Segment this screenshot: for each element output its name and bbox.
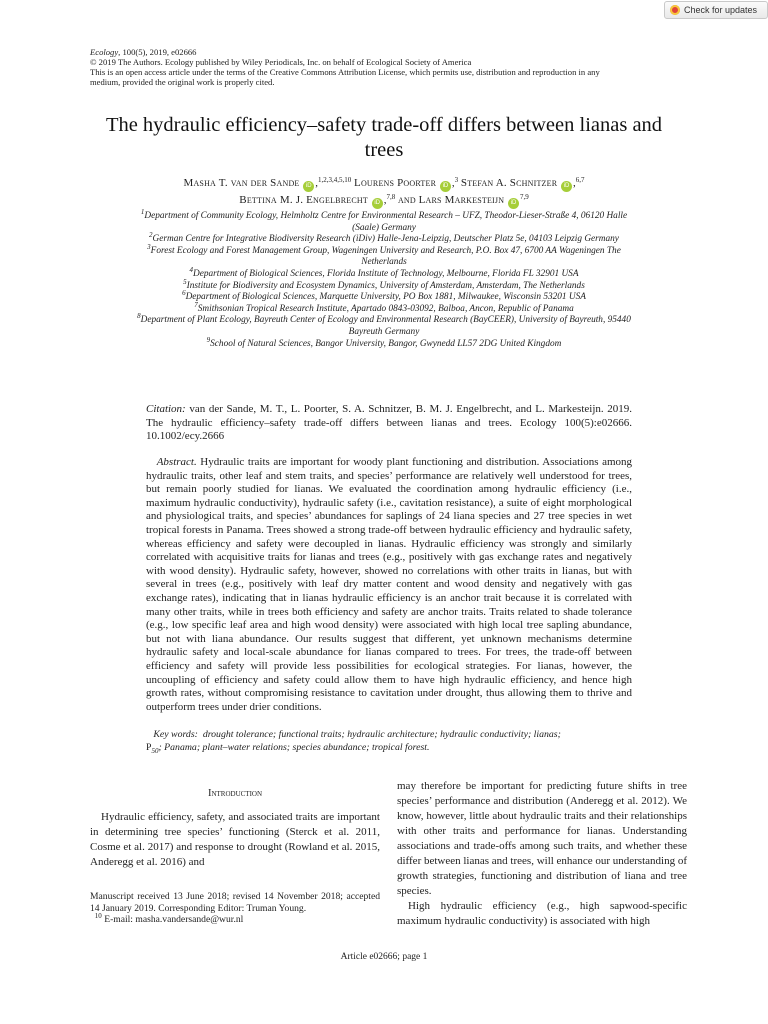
intro-paragraph: Hydraulic efficiency, safety, and associated traits are important in determining tree species’ functioning (Sterck et al. 2011, Cosme et al. 2017) and response to drought (Rowland et al. 2015, Anderegg et al. 2016) and <box>90 811 380 868</box>
affiliations <box>60 208 708 350</box>
affiliation: $^2$German Centre for Integrative Biodiversity Research (iDiv) Halle-Jena-Leipzig, Deutscher Platz 5e, 04103 Leipzig Germany <box>149 231 619 245</box>
section-heading: Introduction <box>207 788 263 799</box>
affiliation: $^3$Forest Ecology and Forest Management Group, Wageningen University and Research, P.O. Box 47, 6700 AA Wageningen The <box>147 242 621 256</box>
citation-label: Citation: <box>146 403 186 415</box>
affiliation: $^4$Department of Biological Sciences, Florida Institute of Technology, Melbourne, Florida FL 32901 USA <box>189 265 579 279</box>
author-name: Bettina M. J. Engelbrecht <box>239 194 368 206</box>
column-left <box>90 786 380 870</box>
author-name: Stefan A. Schnitzer <box>460 177 558 189</box>
author-name: Lars Markesteijn <box>418 194 505 206</box>
check-for-updates-button[interactable] <box>664 1 768 19</box>
affiliation: $^5$Institute for Biodiversity and Ecosystem Dynamics, University of Amsterdam, Amsterdam, The Netherlands <box>183 277 585 291</box>
author-email: $^{10}$ E-mail: masha.vandersande@wur.nl <box>94 912 244 926</box>
footnote <box>90 891 380 926</box>
intro-paragraph-continued: may therefore be important for predicting future shifts in tree species’ performance and distribution (Anderegg et al. 2012). We know, however, little about hydraulic traits and their relationships with other traits and performance for lianas. Understanding associations and trade-offs among such traits, and whether these differ between lianas and trees, will enhance our understanding of growth strategies, functioning and distribution of liana and tree species. <box>397 780 687 897</box>
copyright-line: © 2019 The Authors. Ecology published by Wiley Periodicals, Inc. on behalf of Ecological Society of America <box>90 57 472 67</box>
author-name: Masha T. van der Sande <box>183 177 300 189</box>
orcid-icon[interactable]: iD <box>372 198 383 209</box>
authors-line-2: Bettina M. J. Engelbrecht iD ,$^{7,8}$ and Lars Markesteijn iD$^{7,9}$ <box>60 192 708 209</box>
title-line-2: trees <box>364 139 404 161</box>
orcid-icon[interactable]: iD <box>508 198 519 209</box>
author-name: Lourens Poorter <box>354 177 437 189</box>
article-title <box>60 113 708 163</box>
crossmark-icon <box>670 5 680 15</box>
affiliation: Bayreuth Germany <box>348 326 420 337</box>
license-line-2: medium, provided the original work is properly cited. <box>90 77 275 87</box>
keywords-label: Key words: <box>153 729 198 740</box>
manuscript-history: Manuscript received 13 June 2018; revised 14 November 2018; accepted 14 January 2019. Corresponding Editor: Truman Young. <box>90 891 380 914</box>
affiliation: $^8$Department of Plant Ecology, Bayreuth Center of Ecology and Environmental Research (BayCEER), University of Bayreuth, 95440 <box>137 312 631 326</box>
orcid-icon[interactable]: iD <box>561 181 572 192</box>
journal-citation: Ecology, 100(5), 2019, e02666 <box>90 47 197 57</box>
abstract-label: Abstract. <box>156 456 197 468</box>
author-list <box>60 175 708 209</box>
license-line: This is an open access article under the terms of the Creative Commons Attribution License, which permits use, distribution and reproduction in any <box>90 67 600 77</box>
affiliation: Netherlands <box>361 257 407 268</box>
title-line-1: The hydraulic efficiency–safety trade-off differs between lianas and <box>105 114 663 136</box>
check-for-updates-label: Check for updates <box>684 5 758 15</box>
orcid-icon[interactable]: iD <box>303 181 314 192</box>
authors-line-1: Masha T. van der Sande iD ,$^{1,2,3,4,5,10}$ Lourens Poorter iD ,$^3$ Stefan A. Schnitzer iD ,$^{6,7}$ <box>60 175 708 192</box>
citation-block <box>146 403 632 444</box>
affiliation: $^7$Smithsonian Tropical Research Institute, Apartado 0843-03092, Balboa, Ancon, Republic of Panama <box>194 300 574 314</box>
page-number: Article e02666; page 1 <box>340 952 428 962</box>
affiliation: (Saale) Germany <box>352 222 416 233</box>
intro-paragraph-2: High hydraulic efficiency (e.g., high sapwood-specific maximum hydraulic conductivity) is associated with high <box>397 900 687 927</box>
column-right <box>397 779 687 929</box>
abstract-block <box>146 456 632 714</box>
citation-text: van der Sande, M. T., L. Poorter, S. A. Schnitzer, B. M. J. Engelbrecht, and L. Markesteijn. 2019. The hydraulic efficiency–safety trade-off differs between lianas and trees. Ecology 100(5):e02666. 10.1002/ecy.2666 <box>146 403 632 443</box>
orcid-icon[interactable]: iD <box>440 181 451 192</box>
keywords-block: Key words: drought tolerance; functional traits; hydraulic architecture; hydraulic conductivity; lianas; $P_{50}$; Panama; plant–water relations; species abundance; tropical forest. <box>146 729 561 755</box>
abstract-text: Hydraulic traits are important for woody plant functioning and distribution. Associations among hydraulic traits, other leaf and stem traits, and species’ performance are relatively well understood for trees, but remain poorly studied for lianas. We evaluated the coordination among hydraulic efficiency (i.e., maximum hydraulic conductivity), hydraulic safety (i.e., cavitation resistance), a suite of eight morphological and physiological traits, and species’ abundances for saplings of 24 liana species and 27 tree species in wet tropical forests in Panama. Trees showed a strong trade-off between hydraulic efficiency and hydraulic safety, whereas efficiency and safety were decoupled in lianas. Hydraulic efficiency was strongly and similarly correlated with acquisitive traits for lianas and trees (e.g., positively with gas exchange rates and negatively with wood density). Hydraulic safety, however, showed no correlations with other traits in lianas, but with several in trees (e.g., positively with leaf dry matter content and wood density and negatively with gas exchange rates), indicating that in lianas hydraulic efficiency is an anchor trait because it is correlated with many other traits, while in trees both efficiency and safety are anchor traits. Traits related to shade tolerance (e.g., low specific leaf area and high wood density) were associated with high local tree sapling abundance, but not with liana abundance. Our results suggest that different, yet unknown mechanisms determine hydraulic safety and local-scale abundance for lianas compared to trees. For trees, the trade-off between efficiency and safety will provide less possibilities for ecological strategies. For lianas, however, the uncoupling of efficiency and safety could allow them to have high hydraulic efficiency, and hence high growth rates, without compromising resistance to cavitation under drought, thus allowing them to thrive and outperform trees under drier conditions. <box>146 456 633 713</box>
affiliation: $^6$Department of Biological Sciences, Marquette University, PO Box 1881, Milwaukee, Wisconsin 53201 USA <box>182 289 586 303</box>
affiliation: $^9$School of Natural Sciences, Bangor University, Bangor, Gwynedd LL57 2DG United Kingdom <box>206 335 562 349</box>
journal-header <box>90 47 700 87</box>
affiliation: $^1$Department of Community Ecology, Helmholtz Centre for Environmental Research – UFZ, Theodor-Lieser-Straße 4, 06120 Halle <box>140 208 628 221</box>
